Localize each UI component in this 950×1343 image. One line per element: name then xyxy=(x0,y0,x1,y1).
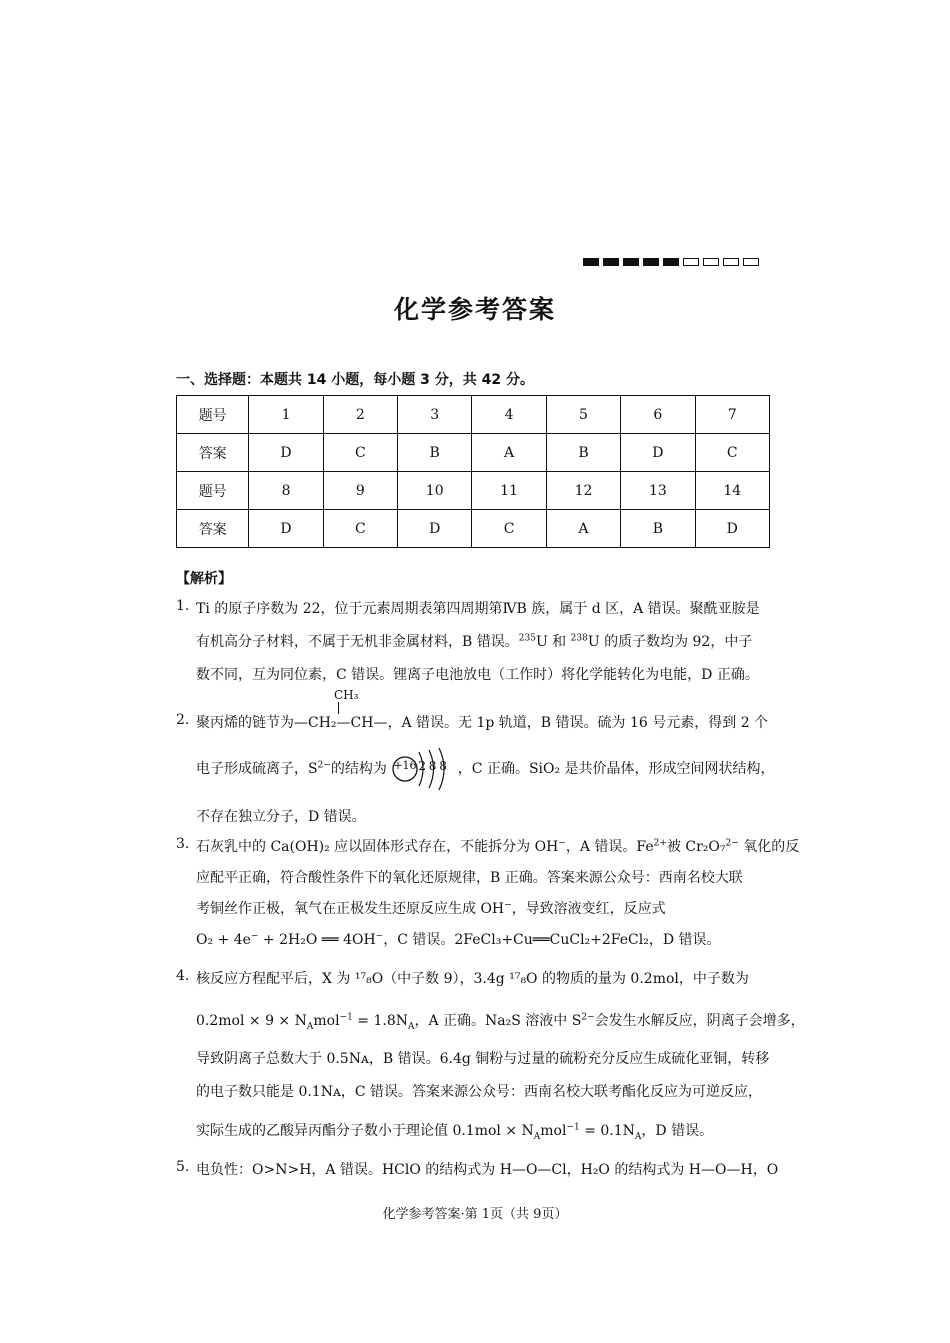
question-number: 8 xyxy=(249,472,323,510)
answer-cell: A xyxy=(546,510,620,548)
text-run: 实际生成的乙酸异丙酯分子数小于理论值 0.1mol × N xyxy=(196,1123,534,1139)
text-run: 的结构为 xyxy=(330,761,387,777)
text-run: mol xyxy=(540,1123,567,1139)
answer-cell: C xyxy=(323,434,397,472)
item-line xyxy=(196,929,721,949)
exponent: −1 xyxy=(566,1122,580,1133)
page-footer: 化学参考答案·第 1页（共 9页） xyxy=(382,1207,568,1222)
text-run: ，导致溶液变红，反应式 xyxy=(511,901,666,917)
answer-cell: D xyxy=(249,434,323,472)
answer-cell: B xyxy=(546,434,620,472)
item-number: 1. xyxy=(176,598,190,614)
row-label: 答案 xyxy=(177,510,249,548)
mass-number: 235 xyxy=(518,633,536,644)
text-run: 氧化的反 xyxy=(738,839,800,855)
ion-charge: − xyxy=(375,931,384,942)
text-run: 电子形成硫离子，S xyxy=(196,761,318,777)
text-run: U 和 xyxy=(535,634,571,650)
table-row xyxy=(177,472,770,510)
subscript: A xyxy=(306,1021,314,1032)
question-number: 6 xyxy=(621,396,695,434)
ion-charge: 2− xyxy=(725,838,739,849)
item-line xyxy=(196,712,768,732)
ion-charge: − xyxy=(250,931,259,942)
item-line xyxy=(196,758,775,779)
ion-charge: − xyxy=(558,838,566,849)
question-number: 13 xyxy=(621,472,695,510)
item-line: 应配平正确，符合酸性条件下的氧化还原规律，B 正确。答案来源公众号：西南名校大联 xyxy=(196,870,743,886)
text-run: 聚丙烯的链节为 xyxy=(196,715,294,731)
text-run: 0.2mol × 9 × N xyxy=(196,1013,307,1029)
text-run: ，C 错误。2FeCl₃+Cu══CuCl₂+2FeCl₂，D 错误。 xyxy=(383,932,721,948)
text-run: ，A 错误。无 1p 轨道，B 错误。硫为 16 号元素，得到 2 个 xyxy=(387,715,769,731)
item-line xyxy=(196,631,752,651)
question-number: 12 xyxy=(546,472,620,510)
answer-cell: C xyxy=(695,434,769,472)
sulfide-ion-structure xyxy=(391,759,453,779)
question-number: 9 xyxy=(323,472,397,510)
answer-table xyxy=(176,395,770,548)
question-number: 2 xyxy=(323,396,397,434)
item-number: 4. xyxy=(176,968,190,984)
progress-mark-empty xyxy=(723,258,739,266)
question-number: 5 xyxy=(546,396,620,434)
progress-mark-empty xyxy=(743,258,759,266)
subscript: A xyxy=(634,1131,642,1142)
progress-mark-filled xyxy=(603,258,619,266)
progress-mark-filled xyxy=(583,258,599,266)
text-run: = 1.8N xyxy=(352,1013,408,1029)
ion-charge: 2+ xyxy=(653,838,667,849)
answer-cell: B xyxy=(621,510,695,548)
answer-cell: B xyxy=(398,434,472,472)
text-run: ，C 正确。SiO₂ 是共价晶体，形成空间网状结构， xyxy=(457,761,775,777)
analysis-heading: 【解析】 xyxy=(176,571,232,587)
text-run: = 0.1N xyxy=(579,1123,635,1139)
answer-cell: D xyxy=(249,510,323,548)
ion-charge: 2− xyxy=(581,1012,595,1023)
text-run: ，A 错误。Fe xyxy=(565,839,654,855)
progress-mark-filled xyxy=(643,258,659,266)
answer-cell: C xyxy=(323,510,397,548)
mass-number: 238 xyxy=(570,633,588,644)
methyl-group: CH₃ xyxy=(334,688,359,702)
ion-charge: − xyxy=(504,900,512,911)
item-line: 电负性：O>N>H，A 错误。HClO 的结构式为 H—O—Cl，H₂O 的结构式为 H—O—H，O xyxy=(196,1162,779,1178)
item-line: 的电子数只能是 0.1Nᴀ，C 错误。答案来源公众号：西南名校大联考酯化反应为可逆反应， xyxy=(196,1084,763,1100)
item-number: 3. xyxy=(176,836,190,852)
item-number: 5. xyxy=(176,1159,190,1175)
question-number: 1 xyxy=(249,396,323,434)
answer-cell: C xyxy=(472,510,546,548)
question-number: 10 xyxy=(398,472,472,510)
ion-charge: 2− xyxy=(317,760,331,771)
text-run: 有机高分子材料，不属于无机非金属材料，B 错误。 xyxy=(196,634,519,650)
electron-shells: 2 8 8 xyxy=(418,759,447,773)
item-line xyxy=(196,836,799,856)
item-line: 核反应方程配平后，X 为 ¹⁷₈O（中子数 9），3.4g ¹⁷₈O 的物质的量为 0.2mol，中子数为 xyxy=(196,971,749,987)
question-number: 3 xyxy=(398,396,472,434)
row-label: 题号 xyxy=(177,396,249,434)
section-heading: 一、选择题：本题共 14 小题，每小题 3 分，共 42 分。 xyxy=(176,372,534,388)
text-run: 石灰乳中的 Ca(OH)₂ 应以固体形式存在，不能拆分为 OH xyxy=(196,839,559,855)
text-run: 会发生水解反应，阴离子会增多， xyxy=(594,1013,805,1029)
progress-mark-filled xyxy=(623,258,639,266)
item-line: 不存在独立分子，D 错误。 xyxy=(196,809,366,825)
table-row xyxy=(177,396,770,434)
subscript: A xyxy=(408,1021,415,1032)
text-run: ，A 正确。Na₂S 溶液中 S xyxy=(414,1013,582,1029)
progress-mark-empty xyxy=(683,258,699,266)
document-title: 化学参考答案 xyxy=(393,295,556,324)
exponent: −1 xyxy=(339,1012,353,1023)
answer-cell: D xyxy=(621,434,695,472)
answer-cell: D xyxy=(695,510,769,548)
answer-cell: D xyxy=(398,510,472,548)
row-label: 题号 xyxy=(177,472,249,510)
text-run: U 的质子数均为 92，中子 xyxy=(587,634,753,650)
question-number: 4 xyxy=(472,396,546,434)
question-number: 14 xyxy=(695,472,769,510)
item-number: 2. xyxy=(176,712,190,728)
item-line xyxy=(196,898,666,918)
item-line: Ti 的原子序数为 22，位于元素周期表第四周期第ⅣB 族，属于 d 区，A 错误。聚酰亚胺是 xyxy=(196,601,760,617)
text-run: ，D 错误。 xyxy=(641,1123,714,1139)
item-line: 导致阴离子总数大于 0.5Nᴀ，B 错误。6.4g 铜粉与过量的硫粉充分反应生成硫化亚铜，转移 xyxy=(196,1051,770,1067)
item-line xyxy=(196,1120,713,1142)
text-run: O₂ + 4e xyxy=(196,932,251,948)
question-number: 7 xyxy=(695,396,769,434)
subscript: A xyxy=(533,1131,541,1142)
polymer-formula: —CH₂—CH— xyxy=(294,715,388,731)
answer-cell: A xyxy=(472,434,546,472)
text-run: 考铜丝作正极，氧气在正极发生还原反应生成 OH xyxy=(196,901,505,917)
item-line: 数不同，互为同位素，C 错误。锂离子电池放电（工作时）将化学能转化为电能，D 正确。 xyxy=(196,667,759,683)
item-line xyxy=(196,1010,805,1032)
page-progress-marks xyxy=(583,258,759,266)
row-label: 答案 xyxy=(177,434,249,472)
text-run: + 2H₂O ══ 4OH xyxy=(258,932,376,948)
text-run: mol xyxy=(313,1013,340,1029)
question-number: 11 xyxy=(472,472,546,510)
table-row xyxy=(177,510,770,548)
table-row xyxy=(177,434,770,472)
text-run: 被 Cr₂O₇ xyxy=(666,839,726,855)
nucleus-charge: +16 xyxy=(393,759,417,772)
progress-mark-empty xyxy=(703,258,719,266)
progress-mark-filled xyxy=(663,258,679,266)
